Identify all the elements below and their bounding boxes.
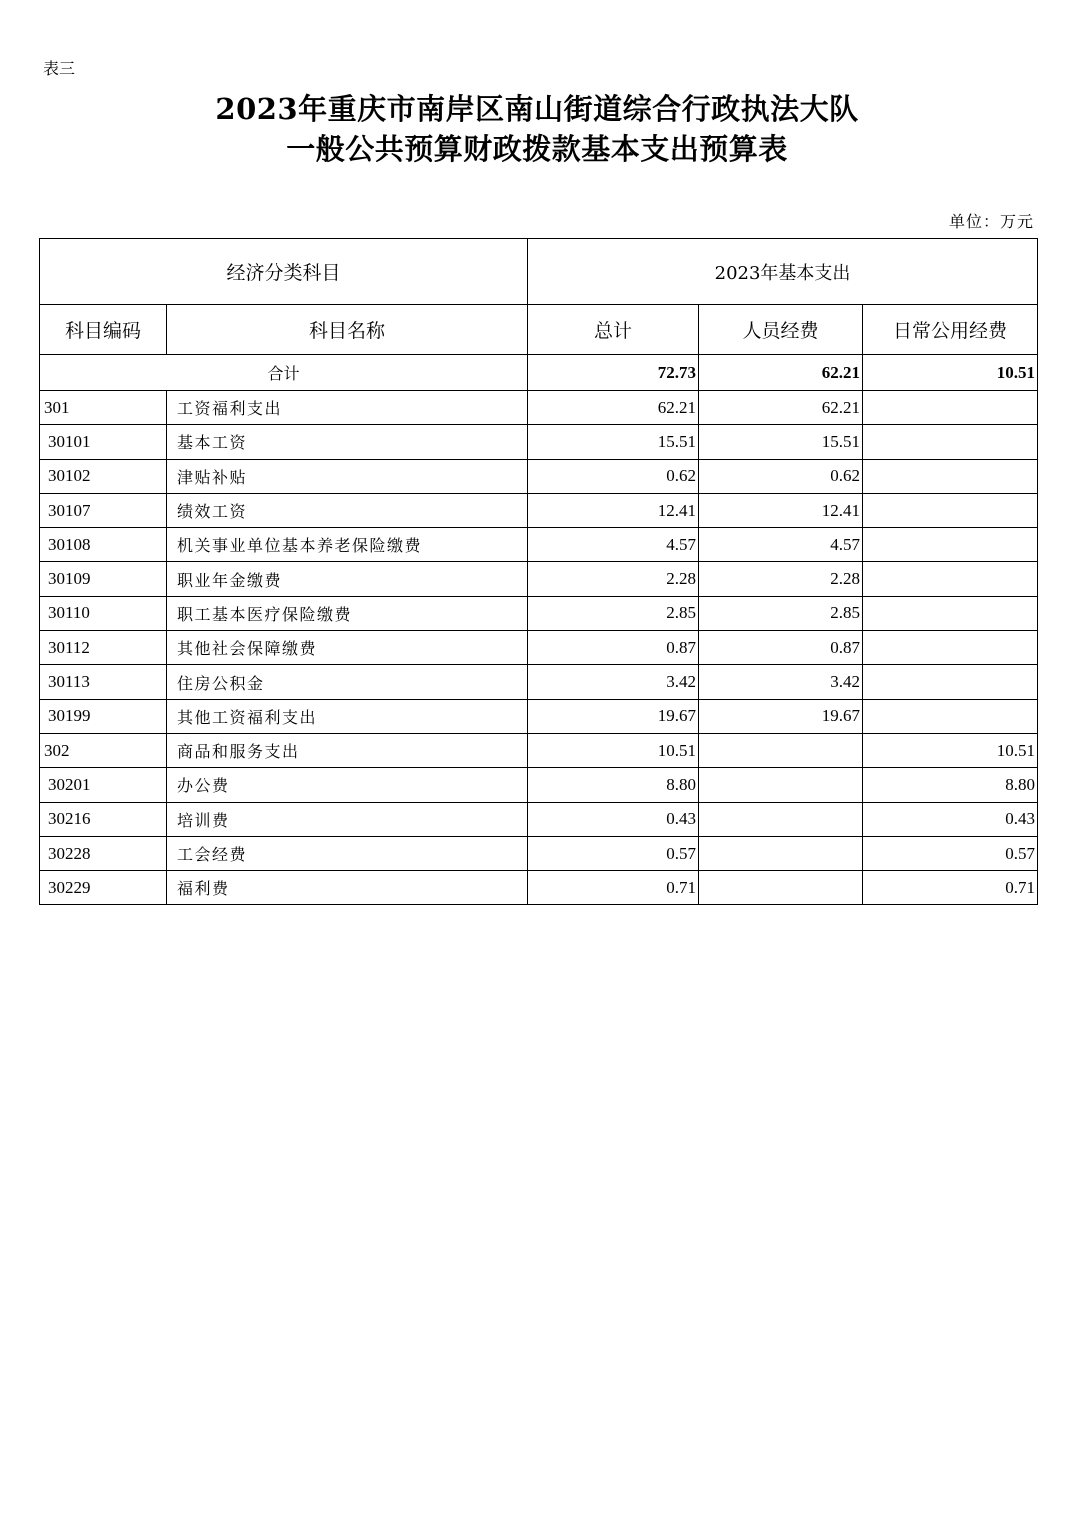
cell-subject-name: 福利费: [167, 871, 528, 905]
header-subject-code: 科目编码: [40, 305, 167, 355]
cell-subject-name: 办公费: [167, 768, 528, 802]
cell-public: [863, 631, 1038, 665]
cell-total: 0.57: [528, 836, 699, 870]
total-label: 合计: [40, 355, 528, 391]
cell-subject-name: 工资福利支出: [167, 391, 528, 425]
cell-subject-code: 30109: [40, 562, 167, 596]
cell-total: 0.62: [528, 459, 699, 493]
cell-subject-name: 其他工资福利支出: [167, 699, 528, 733]
header-economic-category: 经济分类科目: [40, 239, 528, 305]
cell-subject-code: 30229: [40, 871, 167, 905]
cell-personnel: 2.85: [699, 596, 863, 630]
cell-public: [863, 493, 1038, 527]
cell-public: 0.57: [863, 836, 1038, 870]
table-row: [40, 391, 1038, 425]
total-personnel: 62.21: [699, 355, 863, 391]
table-row: [40, 665, 1038, 699]
cell-personnel: [699, 768, 863, 802]
cell-personnel: [699, 733, 863, 767]
cell-subject-code: 30112: [40, 631, 167, 665]
page-title-line1: 2023年重庆市南岸区南山街道综合行政执法大队: [215, 92, 859, 126]
cell-personnel: 0.87: [699, 631, 863, 665]
cell-total: 2.85: [528, 596, 699, 630]
cell-subject-code: 301: [40, 391, 167, 425]
header-total: 总计: [528, 305, 699, 355]
cell-subject-name: 绩效工资: [167, 493, 528, 527]
cell-subject-name: 商品和服务支出: [167, 733, 528, 767]
table-row: [40, 871, 1038, 905]
table-row: [40, 699, 1038, 733]
cell-subject-name: 职业年金缴费: [167, 562, 528, 596]
unit-label: 单位：万元: [948, 212, 1034, 231]
header-basic-expenditure: 2023年基本支出: [528, 239, 1038, 305]
cell-total: 62.21: [528, 391, 699, 425]
total-public: 10.51: [863, 355, 1038, 391]
cell-total: 4.57: [528, 528, 699, 562]
table-row: [40, 802, 1038, 836]
table-row: [40, 493, 1038, 527]
cell-total: 19.67: [528, 699, 699, 733]
table-row: [40, 836, 1038, 870]
cell-subject-code: 30113: [40, 665, 167, 699]
cell-personnel: 15.51: [699, 425, 863, 459]
cell-subject-code: 30201: [40, 768, 167, 802]
cell-personnel: 62.21: [699, 391, 863, 425]
table-row: [40, 528, 1038, 562]
cell-total: 0.43: [528, 802, 699, 836]
cell-subject-code: 30110: [40, 596, 167, 630]
cell-subject-code: 30107: [40, 493, 167, 527]
cell-subject-code: 30216: [40, 802, 167, 836]
header-subject-name: 科目名称: [167, 305, 528, 355]
cell-subject-code: 30102: [40, 459, 167, 493]
cell-subject-code: 30101: [40, 425, 167, 459]
cell-subject-name: 津贴补贴: [167, 459, 528, 493]
cell-public: [863, 699, 1038, 733]
cell-public: 8.80: [863, 768, 1038, 802]
cell-total: 0.87: [528, 631, 699, 665]
cell-public: 0.71: [863, 871, 1038, 905]
document-label: 表三: [43, 59, 76, 78]
cell-subject-code: 30108: [40, 528, 167, 562]
cell-personnel: [699, 836, 863, 870]
page-title-line2: 一般公共预算财政拨款基本支出预算表: [286, 132, 788, 166]
cell-personnel: [699, 802, 863, 836]
table-row: [40, 596, 1038, 630]
table-row: [40, 459, 1038, 493]
table-row: [40, 631, 1038, 665]
header-row-columns: [40, 305, 1038, 355]
cell-personnel: 3.42: [699, 665, 863, 699]
cell-personnel: 0.62: [699, 459, 863, 493]
cell-subject-name: 住房公积金: [167, 665, 528, 699]
cell-public: [863, 425, 1038, 459]
cell-subject-name: 职工基本医疗保险缴费: [167, 596, 528, 630]
table-row: [40, 768, 1038, 802]
cell-total: 10.51: [528, 733, 699, 767]
cell-public: [863, 528, 1038, 562]
table-row: [40, 425, 1038, 459]
cell-public: [863, 459, 1038, 493]
cell-personnel: 19.67: [699, 699, 863, 733]
cell-total: 8.80: [528, 768, 699, 802]
table-row: [40, 733, 1038, 767]
cell-total: 2.28: [528, 562, 699, 596]
total-total: 72.73: [528, 355, 699, 391]
budget-table: [39, 238, 1038, 905]
cell-public: [863, 665, 1038, 699]
header-row-groups: [40, 239, 1038, 305]
cell-public: [863, 596, 1038, 630]
total-row: [40, 355, 1038, 391]
cell-subject-name: 工会经费: [167, 836, 528, 870]
cell-subject-code: 302: [40, 733, 167, 767]
cell-total: 15.51: [528, 425, 699, 459]
table-row: [40, 562, 1038, 596]
cell-public: [863, 391, 1038, 425]
cell-subject-name: 培训费: [167, 802, 528, 836]
cell-subject-code: 30199: [40, 699, 167, 733]
cell-public: 0.43: [863, 802, 1038, 836]
cell-subject-name: 基本工资: [167, 425, 528, 459]
cell-public: [863, 562, 1038, 596]
cell-personnel: 2.28: [699, 562, 863, 596]
cell-subject-name: 其他社会保障缴费: [167, 631, 528, 665]
header-public-expense: 日常公用经费: [863, 305, 1038, 355]
cell-personnel: 12.41: [699, 493, 863, 527]
cell-personnel: 4.57: [699, 528, 863, 562]
cell-public: 10.51: [863, 733, 1038, 767]
header-personnel-expense: 人员经费: [699, 305, 863, 355]
cell-personnel: [699, 871, 863, 905]
cell-total: 3.42: [528, 665, 699, 699]
cell-subject-code: 30228: [40, 836, 167, 870]
cell-total: 12.41: [528, 493, 699, 527]
cell-total: 0.71: [528, 871, 699, 905]
cell-subject-name: 机关事业单位基本养老保险缴费: [167, 528, 528, 562]
